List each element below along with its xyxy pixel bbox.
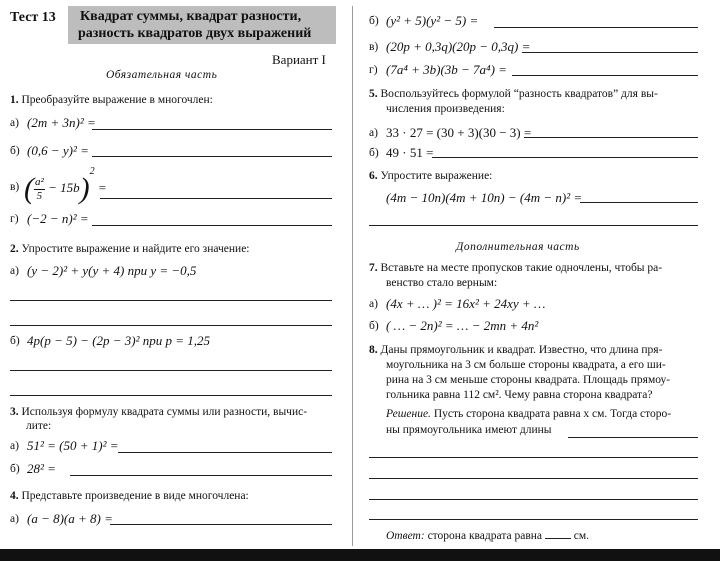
q7b-expression: ( … − 2n)² = … − 2mn + 4n²	[386, 318, 539, 333]
q1a-label: а)	[10, 117, 19, 129]
q2a-label: а)	[10, 265, 19, 277]
q4b-expression: (y² + 5)(y² − 5) =	[386, 13, 479, 28]
q5-prompt-line-1	[369, 88, 658, 100]
q8-solution-text-1: Пусть сторона квадрата равна x см. Тогда сторо-	[433, 408, 672, 420]
q8-solution-label: Решение.	[386, 408, 431, 420]
q8-solution-line-2: ны прямоугольника имеют длины	[386, 424, 552, 436]
q4c-label: в)	[369, 41, 379, 53]
q3b-expression: 28² =	[27, 461, 56, 476]
q8-prompt-line-2: моугольника на 3 см больше стороны квадрата, а его ши-	[386, 359, 666, 371]
q8-answer-line-0[interactable]	[568, 437, 698, 438]
q4-text: Представьте произведение в виде многочлена:	[21, 490, 249, 502]
q1c-rest: − 15b	[48, 180, 80, 195]
q5-text-1: Воспользуйтесь формулой “разность квадратов” для вы-	[380, 88, 658, 100]
q5a-expression: 33 · 27 = (30 + 3)(30 − 3) =	[386, 125, 532, 140]
q7a-expression: (4x + … )² = 16x² + 24xy + …	[386, 296, 546, 311]
additional-part-heading: Дополнительная часть	[456, 241, 580, 253]
q8-answer-line-2[interactable]	[369, 478, 698, 479]
q6-answer-line-1[interactable]	[580, 202, 698, 203]
q4c-expression: (20p + 0,3q)(20p − 0,3q) =	[386, 39, 531, 54]
q5b-answer-line[interactable]	[432, 157, 698, 158]
q3-number: 3.	[10, 406, 19, 418]
q1b-label: б)	[10, 145, 20, 157]
q8-answer-row	[386, 530, 589, 542]
q1c-label: в)	[10, 181, 20, 193]
q4a-answer-line[interactable]	[110, 524, 332, 525]
q6-number: 6.	[369, 170, 378, 182]
q4c-answer-line[interactable]	[522, 52, 698, 53]
q3b-label: б)	[10, 463, 20, 475]
q7b-label: б)	[369, 320, 379, 332]
q6-text: Упростите выражение:	[380, 170, 493, 182]
q5b-label: б)	[369, 147, 379, 159]
q5a-answer-line[interactable]	[524, 137, 698, 138]
q3-prompt-line-2: лите:	[26, 420, 52, 432]
q7a-label: а)	[369, 298, 378, 310]
q8-answer-blank[interactable]	[545, 538, 571, 539]
q1d-label: г)	[10, 213, 19, 225]
q3a-label: а)	[10, 440, 19, 452]
q4d-expression: (7a⁴ + 3b)(3b − 7a⁴) =	[386, 62, 507, 77]
q4a-expression: (a − 8)(a + 8) =	[27, 511, 113, 526]
q1c-denominator: 5	[36, 189, 43, 202]
q8-prompt-line-4: гольника равна 112 см². Чему равна сторона квадрата?	[386, 389, 653, 401]
q8-prompt-line-1	[369, 344, 662, 356]
q3-text-1: Используя формулу квадрата суммы или разности, вычис-	[21, 406, 308, 418]
q7-prompt-line-2: венство стало верным:	[386, 277, 498, 289]
q8-answer-line-4[interactable]	[369, 519, 698, 520]
q1d-answer-line[interactable]	[92, 225, 332, 226]
q6-prompt	[369, 170, 492, 182]
q6-answer-line-2[interactable]	[369, 225, 698, 226]
q5a-label: а)	[369, 127, 378, 139]
q8-answer-text: сторона квадрата равна	[427, 530, 543, 542]
q5-prompt-line-2: числения произведения:	[386, 103, 505, 115]
q4d-label: г)	[369, 64, 378, 76]
q4d-answer-line[interactable]	[512, 75, 698, 76]
q8-solution-line-1	[386, 408, 671, 420]
q2a-answer-line-2[interactable]	[10, 325, 332, 326]
q6-expression: (4m − 10n)(4m + 10n) − (4m − n)² =	[386, 190, 583, 205]
q8-prompt-line-3: рина на 3 см меньше стороны квадрата. Площадь прямоу-	[386, 374, 671, 386]
q3-prompt-line-1	[10, 406, 307, 418]
q7-text-1: Вставьте на месте пропусков такие одночлены, чтобы ра-	[380, 262, 663, 274]
q1b-expression: (0,6 − y)² =	[27, 143, 89, 158]
q1c-expression: ( $\frac{\text{a²}}{5}$ − 15b)$^2$ =	[24, 166, 107, 206]
bottom-scan-band	[0, 549, 720, 561]
q1c-answer-line[interactable]	[100, 198, 332, 199]
column-divider	[352, 6, 353, 546]
q1c-power: 2	[89, 166, 95, 177]
variant-label: Вариант I	[272, 52, 326, 67]
q7-number: 7.	[369, 262, 378, 274]
q2b-label: б)	[10, 335, 20, 347]
q5-number: 5.	[369, 88, 378, 100]
q1-text: Преобразуйте выражение в многочлен:	[21, 94, 213, 106]
q1d-expression: (−2 − n)² =	[27, 211, 89, 226]
q8-number: 8.	[369, 344, 378, 356]
q1b-answer-line[interactable]	[92, 156, 332, 157]
q1-number: 1.	[10, 94, 19, 106]
test-label: Тест 13	[10, 10, 56, 25]
q4-number: 4.	[10, 490, 19, 502]
q2-text: Упростите выражение и найдите его значение:	[21, 243, 250, 255]
q8-text-1: Даны прямоугольник и квадрат. Известно, что длина пря-	[380, 344, 663, 356]
title-line-1: Квадрат суммы, квадрат разности,	[80, 9, 302, 24]
q4b-answer-line[interactable]	[494, 27, 698, 28]
mandatory-part-heading: Обязательная часть	[106, 69, 218, 81]
q5b-expression: 49 · 51 =	[386, 145, 434, 160]
title-line-2: разность квадратов двух выражений	[78, 26, 312, 41]
q3a-expression: 51² = (50 + 1)² =	[27, 438, 119, 453]
q1c-numerator: a²	[35, 175, 44, 188]
q7-prompt-line-1	[369, 262, 662, 274]
q2-number: 2.	[10, 243, 19, 255]
q2a-expression: (y − 2)² + y(y + 4) при y = −0,5	[27, 263, 197, 278]
q1c-fraction	[34, 176, 45, 203]
q2b-answer-line-1[interactable]	[10, 370, 332, 371]
q1a-expression: (2m + 3n)² =	[27, 115, 96, 130]
q8-answer-line-3[interactable]	[369, 499, 698, 500]
q2b-expression: 4p(p − 5) − (2p − 3)² при p = 1,25	[27, 333, 211, 348]
q4a-label: а)	[10, 513, 19, 525]
q8-answer-unit: см.	[573, 530, 590, 542]
q2b-answer-line-2[interactable]	[10, 395, 332, 396]
q1a-answer-line[interactable]	[92, 129, 332, 130]
q8-answer-line-1[interactable]	[369, 457, 698, 458]
q4b-label: б)	[369, 15, 379, 27]
q2a-answer-line-1[interactable]	[10, 300, 332, 301]
q1c-equals: =	[97, 180, 107, 195]
q1-prompt	[10, 94, 213, 106]
q2-prompt	[10, 243, 250, 255]
q3a-answer-line[interactable]	[118, 452, 332, 453]
q8-answer-label: Ответ:	[386, 530, 425, 542]
q4-prompt	[10, 490, 249, 502]
q3b-answer-line[interactable]	[70, 475, 332, 476]
